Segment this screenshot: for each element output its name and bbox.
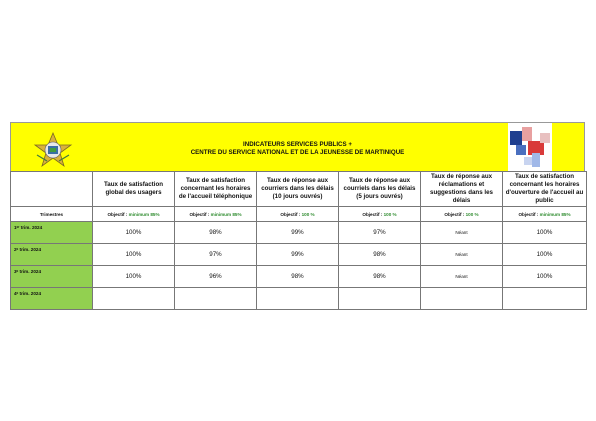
table-cell bbox=[257, 288, 339, 310]
indicators-sheet bbox=[10, 122, 585, 310]
indicators-table bbox=[10, 171, 587, 310]
objective-prefix: Objectif : bbox=[280, 211, 302, 217]
banner-title-line1: INDICATEURS SERVICES PUBLICS + bbox=[243, 141, 352, 148]
table-cell: 98% bbox=[339, 266, 421, 288]
header-cell-email-response-rate: Taux de réponse aux courriels dans les délais (5 jours ouvrés) bbox=[339, 172, 421, 207]
quarter-label: 1ᵉʳ trim. 2024 bbox=[11, 222, 93, 244]
header-cell-phone-hours-satisfaction: Taux de satisfaction concernant les horaires de l'accueil téléphonique bbox=[175, 172, 257, 207]
objective-prefix: Objectif : bbox=[189, 211, 211, 217]
table-cell: 100% bbox=[93, 222, 175, 244]
table-cell bbox=[175, 288, 257, 310]
table-cell: 99% bbox=[257, 222, 339, 244]
quarter-label: 3ᵉ trim. 2024 bbox=[11, 266, 93, 288]
table-cell: Néant bbox=[421, 244, 503, 266]
table-cell: 98% bbox=[175, 222, 257, 244]
table-cell: 97% bbox=[339, 222, 421, 244]
objective-value: 100 % bbox=[301, 211, 315, 217]
quarters-label: Trimestres bbox=[11, 207, 93, 222]
objective-cell bbox=[257, 207, 339, 222]
objective-value: minimum 85% bbox=[210, 211, 242, 217]
banner-title-line2: CENTRE DU SERVICE NATIONAL ET DE LA JEUNESSE DE MARTINIQUE bbox=[190, 149, 405, 156]
table-header-row bbox=[11, 172, 587, 207]
table-cell: 100% bbox=[93, 266, 175, 288]
table-cell bbox=[339, 288, 421, 310]
objective-cell bbox=[175, 207, 257, 222]
header-cell-complaints-response-rate: Taux de réponse aux réclamations et suggestions dans les délais bbox=[421, 172, 503, 207]
objective-value: 100 % bbox=[383, 211, 397, 217]
header-cell-global-satisfaction: Taux de satisfaction global des usagers bbox=[93, 172, 175, 207]
table-cell: 98% bbox=[339, 244, 421, 266]
quarter-label: 2ᵉ trim. 2024 bbox=[11, 244, 93, 266]
objective-cell bbox=[339, 207, 421, 222]
table-cell: 100% bbox=[503, 244, 587, 266]
table-cell bbox=[503, 288, 587, 310]
table-cell: 98% bbox=[257, 266, 339, 288]
objective-prefix: Objectif : bbox=[362, 211, 384, 217]
objective-row bbox=[11, 207, 587, 222]
table-cell: Néant bbox=[421, 266, 503, 288]
objective-cell bbox=[503, 207, 587, 222]
table-row bbox=[11, 222, 587, 244]
objective-prefix: Objectif : bbox=[518, 211, 540, 217]
header-cell-opening-hours-satisfaction: Taux de satisfaction concernant les horaires d'ouverture de l'accueil au public bbox=[503, 172, 587, 207]
objective-cell bbox=[93, 207, 175, 222]
objective-prefix: Objectif : bbox=[444, 211, 466, 217]
table-cell: 100% bbox=[503, 266, 587, 288]
table-cell: 99% bbox=[257, 244, 339, 266]
header-cell-mail-response-rate: Taux de réponse aux courriers dans les délais (10 jours ouvrés) bbox=[257, 172, 339, 207]
header-banner bbox=[10, 122, 585, 171]
banner-title bbox=[151, 141, 444, 157]
objective-cell bbox=[421, 207, 503, 222]
service-national-emblem-icon bbox=[31, 131, 75, 169]
table-row bbox=[11, 244, 587, 266]
table-cell: 97% bbox=[175, 244, 257, 266]
table-row bbox=[11, 288, 587, 310]
objective-value: minimum 85% bbox=[539, 211, 571, 217]
marianne-logo-icon bbox=[508, 123, 552, 171]
table-row bbox=[11, 266, 587, 288]
quarter-label: 4ᵉ trim. 2024 bbox=[11, 288, 93, 310]
table-cell bbox=[421, 288, 503, 310]
table-cell: 96% bbox=[175, 266, 257, 288]
objective-prefix: Objectif : bbox=[107, 211, 129, 217]
table-cell bbox=[93, 288, 175, 310]
table-cell: 100% bbox=[503, 222, 587, 244]
header-cell-empty bbox=[11, 172, 93, 207]
table-cell: Néant bbox=[421, 222, 503, 244]
objective-value: 100 % bbox=[465, 211, 479, 217]
table-cell: 100% bbox=[93, 244, 175, 266]
objective-value: minimum 85% bbox=[128, 211, 160, 217]
